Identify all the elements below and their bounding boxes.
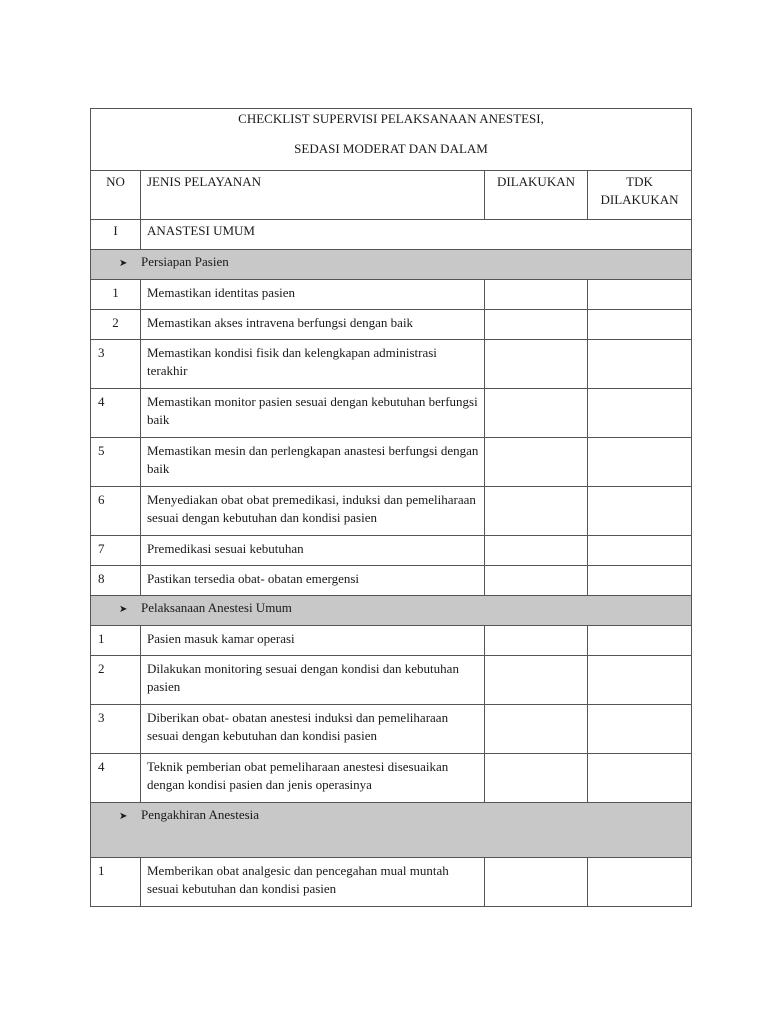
section-label: ➤ Pengakhiran Anestesia (91, 803, 692, 858)
tdk-dilakukan-check-cell[interactable] (588, 280, 692, 310)
checklist-sheet (90, 108, 691, 907)
dilakukan-check-cell[interactable] (485, 656, 588, 705)
row-no: 1 (91, 626, 141, 656)
row-no: 4 (91, 754, 141, 803)
row-no: 1 (91, 280, 141, 310)
row-description: Menyediakan obat obat premedikasi, induksi dan pemeliharaan sesuai dengan kebutuhan dan kondisi pasien (141, 487, 485, 536)
table-row (91, 310, 692, 340)
header-dilakukan: DILAKUKAN (485, 171, 588, 220)
tdk-dilakukan-check-cell[interactable] (588, 438, 692, 487)
header-tdk-line-1: TDK (626, 174, 653, 189)
row-no: 1 (91, 858, 141, 907)
group-no: I (91, 220, 141, 250)
table-row (91, 487, 692, 536)
row-description: Dilakukan monitoring sesuai dengan kondisi dan kebutuhan pasien (141, 656, 485, 705)
table-row (91, 626, 692, 656)
row-description: Diberikan obat- obatan anestesi induksi dan pemeliharaan sesuai dengan kebutuhan dan kondisi pasien (141, 705, 485, 754)
dilakukan-check-cell[interactable] (485, 754, 588, 803)
row-no: 3 (91, 340, 141, 389)
tdk-dilakukan-check-cell[interactable] (588, 656, 692, 705)
table-row (91, 280, 692, 310)
section-label: ➤ Pelaksanaan Anestesi Umum (91, 596, 692, 626)
dilakukan-check-cell[interactable] (485, 566, 588, 596)
dilakukan-check-cell[interactable] (485, 310, 588, 340)
row-description: Premedikasi sesuai kebutuhan (141, 536, 485, 566)
table-row (91, 340, 692, 389)
title-line-2: SEDASI MODERAT DAN DALAM (294, 141, 488, 156)
dilakukan-check-cell[interactable] (485, 280, 588, 310)
row-no: 5 (91, 438, 141, 487)
tdk-dilakukan-check-cell[interactable] (588, 754, 692, 803)
tdk-dilakukan-check-cell[interactable] (588, 310, 692, 340)
section-header (91, 803, 692, 858)
tdk-dilakukan-check-cell[interactable] (588, 536, 692, 566)
dilakukan-check-cell[interactable] (485, 340, 588, 389)
dilakukan-check-cell[interactable] (485, 487, 588, 536)
tdk-dilakukan-check-cell[interactable] (588, 340, 692, 389)
row-description: Memastikan monitor pasien sesuai dengan kebutuhan berfungsi baik (141, 389, 485, 438)
row-description: Memastikan identitas pasien (141, 280, 485, 310)
arrowhead-bullet-icon: ➤ (119, 604, 128, 615)
dilakukan-check-cell[interactable] (485, 536, 588, 566)
row-description: Teknik pemberian obat pemeliharaan anestesi disesuaikan dengan kondisi pasien dan jenis operasinya (141, 754, 485, 803)
header-jenis-pelayanan: JENIS PELAYANAN (141, 171, 485, 220)
tdk-dilakukan-check-cell[interactable] (588, 626, 692, 656)
dilakukan-check-cell[interactable] (485, 626, 588, 656)
row-description: Memastikan mesin dan perlengkapan anastesi berfungsi dengan baik (141, 438, 485, 487)
title-line-1: CHECKLIST SUPERVISI PELAKSANAAN ANESTESI, (238, 111, 544, 126)
dilakukan-check-cell[interactable] (485, 858, 588, 907)
row-no: 6 (91, 487, 141, 536)
row-no: 2 (91, 310, 141, 340)
document-title (91, 109, 692, 171)
table-row (91, 858, 692, 907)
table-row (91, 656, 692, 705)
row-no: 2 (91, 656, 141, 705)
row-no: 3 (91, 705, 141, 754)
tdk-dilakukan-check-cell[interactable] (588, 858, 692, 907)
arrowhead-bullet-icon: ➤ (119, 258, 128, 269)
tdk-dilakukan-check-cell[interactable] (588, 389, 692, 438)
table-row (91, 438, 692, 487)
arrowhead-bullet-icon: ➤ (119, 811, 128, 822)
row-no: 8 (91, 566, 141, 596)
section-label: ➤ Persiapan Pasien (91, 250, 692, 280)
row-description: Memberikan obat analgesic dan pencegahan mual muntah sesuai kebutuhan dan kondisi pasien (141, 858, 485, 907)
tdk-dilakukan-check-cell[interactable] (588, 487, 692, 536)
row-description: Memastikan kondisi fisik dan kelengkapan administrasi terakhir (141, 340, 485, 389)
header-row (91, 171, 692, 220)
row-description: Pasien masuk kamar operasi (141, 626, 485, 656)
group-row (91, 220, 692, 250)
table-row (91, 566, 692, 596)
checklist-table (90, 108, 692, 907)
row-no: 7 (91, 536, 141, 566)
dilakukan-check-cell[interactable] (485, 438, 588, 487)
row-description: Pastikan tersedia obat- obatan emergensi (141, 566, 485, 596)
section-header (91, 596, 692, 626)
row-no: 4 (91, 389, 141, 438)
table-row (91, 536, 692, 566)
table-row (91, 705, 692, 754)
dilakukan-check-cell[interactable] (485, 705, 588, 754)
header-tdk-line-2: DILAKUKAN (600, 192, 679, 207)
row-description: Memastikan akses intravena berfungsi dengan baik (141, 310, 485, 340)
table-row (91, 389, 692, 438)
dilakukan-check-cell[interactable] (485, 389, 588, 438)
header-no: NO (91, 171, 141, 220)
header-tdk-dilakukan (588, 171, 692, 220)
tdk-dilakukan-check-cell[interactable] (588, 566, 692, 596)
table-row (91, 754, 692, 803)
title-row (91, 109, 692, 171)
tdk-dilakukan-check-cell[interactable] (588, 705, 692, 754)
section-header (91, 250, 692, 280)
group-label: ANASTESI UMUM (141, 220, 692, 250)
